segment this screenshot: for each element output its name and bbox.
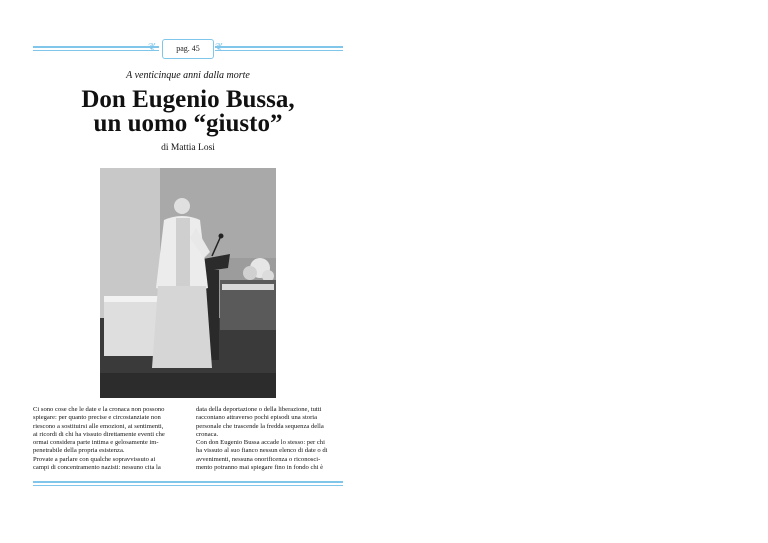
- body-line: data della deportazione o della liberazione, tutti: [196, 406, 322, 413]
- body-line: spiegare: per quanto precise e circostanziate non: [33, 414, 161, 422]
- body-line: penetrabile della propria esistenza.: [33, 447, 125, 455]
- body-line: ormai considera parte intima e gelosamente im-: [33, 439, 159, 447]
- article-title: [33, 88, 343, 136]
- photo-illustration: [100, 168, 276, 398]
- body-line: Con don Eugenio Bussa accade lo stesso: per chi: [196, 439, 325, 447]
- body-line: ai ricordi di chi ha vissuto direttamente eventi che: [33, 430, 165, 438]
- body-line: personale che trascende la fredda sequenza della: [196, 422, 324, 430]
- body-column-2: [196, 406, 342, 472]
- body-line: Ci sono cose che le date e la cronaca non possono: [33, 406, 165, 413]
- page-number: pag. 45: [162, 39, 214, 59]
- body-line: riescono a sostituirsi alle emozioni, ai sentimenti,: [33, 422, 164, 430]
- ornament-left-icon: ❦: [148, 42, 157, 53]
- ornament-right-icon: ❦: [215, 42, 224, 53]
- byline: di Mattia Losi: [161, 143, 215, 153]
- article-kicker: A venticinque anni dalla morte: [126, 70, 250, 81]
- body-line: ha vissuto al suo fianco nessun elenco di date o di: [196, 447, 328, 455]
- body-line: campi di concentramento nazisti: nessuno cita la: [33, 464, 161, 472]
- body-line: mento potranno mai spiegare fino in fondo chi è: [196, 464, 324, 472]
- body-line: avvenimenti, nessuna onorificenza o riconosci-: [196, 455, 321, 463]
- body-line: cronaca.: [196, 430, 219, 438]
- body-line: Provate a parlare con qualche sopravvissuto ai: [33, 455, 156, 463]
- body-column-1: [33, 406, 179, 472]
- title-line-1: Don Eugenio Bussa,: [81, 86, 295, 113]
- priest-at-lectern-photo: [100, 168, 276, 398]
- title-line-2: un uomo “giusto”: [93, 110, 283, 137]
- body-line: raccontano attraverso pochi episodi una storia: [196, 414, 318, 422]
